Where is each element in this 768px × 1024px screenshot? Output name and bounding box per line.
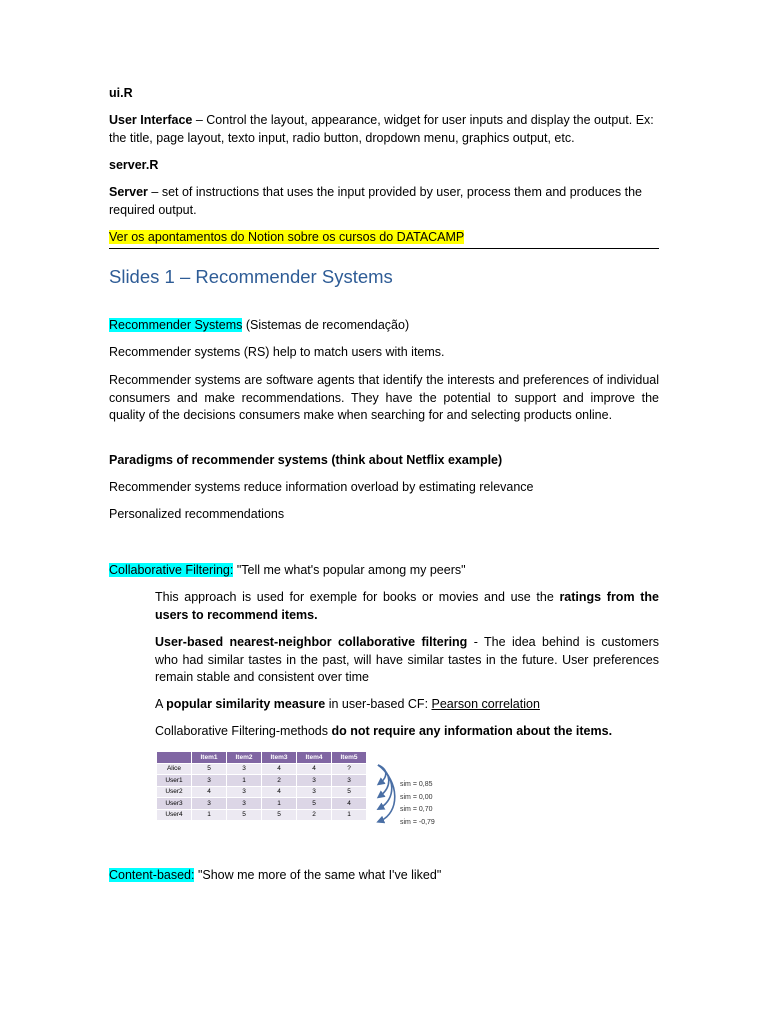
cf-p2-bold: User-based nearest-neighbor collaborative filtering bbox=[155, 635, 468, 649]
ui-term: User Interface bbox=[109, 113, 193, 127]
table-cell: 3 bbox=[297, 775, 332, 787]
notion-note-text: Ver os apontamentos do Notion sobre os cursos do DATACAMP bbox=[109, 230, 465, 244]
section-heading: Slides 1 – Recommender Systems bbox=[109, 266, 393, 287]
cf-p3-bold: popular similarity measure bbox=[166, 697, 326, 711]
table-row bbox=[157, 809, 367, 821]
table-cell: 1 bbox=[227, 775, 262, 787]
table-cell: 3 bbox=[297, 786, 332, 798]
table-cell: 4 bbox=[262, 763, 297, 775]
table-cell: 5 bbox=[192, 763, 227, 775]
cf-paragraph-2 bbox=[155, 634, 659, 687]
sim-label: sim = 0,85 bbox=[400, 781, 433, 788]
cf-quote: "Tell me what's popular among my peers" bbox=[233, 563, 466, 577]
table-row bbox=[157, 786, 367, 798]
table-cell: Alice bbox=[157, 763, 192, 775]
server-term: Server bbox=[109, 185, 148, 199]
table-row bbox=[157, 763, 367, 775]
ratings-table-figure bbox=[156, 751, 446, 831]
sim-label: sim = -0,79 bbox=[400, 818, 435, 826]
ui-description bbox=[109, 112, 659, 147]
cf-p1-text: This approach is used for exemple for books or movies and use the bbox=[155, 590, 560, 604]
table-cell: User4 bbox=[157, 809, 192, 821]
rs-paragraph-3: Recommender systems reduce information overload by estimating relevance bbox=[109, 480, 534, 494]
cf-p3-c: in user-based CF: bbox=[325, 697, 432, 711]
table-cell: User2 bbox=[157, 786, 192, 798]
header-cell: Item2 bbox=[227, 752, 262, 764]
rs-paragraph-1: Recommender systems (RS) help to match users with items. bbox=[109, 345, 445, 359]
table-row bbox=[157, 798, 367, 810]
rs-term-pt: (Sistemas de recomendação) bbox=[242, 318, 410, 332]
cf-p4-text: Collaborative Filtering-methods bbox=[155, 724, 332, 738]
cf-p3-a: A bbox=[155, 697, 167, 711]
ui-r-title: ui.R bbox=[109, 86, 133, 100]
table-cell: 1 bbox=[192, 809, 227, 821]
notion-note bbox=[109, 229, 659, 247]
table-cell: 5 bbox=[297, 798, 332, 810]
cf-heading bbox=[109, 562, 659, 580]
table-cell: 4 bbox=[262, 786, 297, 798]
header-cell: Item5 bbox=[332, 752, 367, 764]
rs-definition bbox=[109, 317, 659, 335]
cf-p4-bold: do not require any information about the items. bbox=[331, 724, 613, 738]
table-cell: 5 bbox=[332, 786, 367, 798]
similarity-arrows bbox=[372, 763, 402, 843]
rs-paragraph-4: Personalized recommendations bbox=[109, 507, 285, 521]
table-cell: 5 bbox=[227, 809, 262, 821]
sim-label: sim = 0,00 bbox=[400, 793, 433, 801]
rs-paragraph-2: Recommender systems are software agents that identify the interests and preferences of individual consumers and make recommendations. They have the potential to support and improve the quality of the decisions consumers make when searching for and selecting products online. bbox=[109, 373, 659, 422]
header-cell: Item1 bbox=[192, 752, 227, 764]
cf-p1-bold: ratings from the users to recommend items. bbox=[155, 590, 659, 622]
cf-term: Collaborative Filtering: bbox=[109, 563, 234, 577]
cb-heading bbox=[109, 867, 659, 885]
paradigms-heading: Paradigms of recommender systems (think about Netflix example) bbox=[109, 453, 503, 467]
cf-p2-text: - The idea behind is customers who had similar tastes in the past, will have similar tastes in the future. User preferences remain stable and consistent over time bbox=[155, 635, 659, 684]
table-cell: 2 bbox=[262, 775, 297, 787]
table-cell: 4 bbox=[332, 798, 367, 810]
ratings-table-header-row bbox=[157, 752, 367, 764]
pearson-correlation-link[interactable]: Pearson correlation bbox=[431, 697, 540, 711]
server-description bbox=[109, 184, 659, 219]
cb-term: Content-based: bbox=[109, 868, 195, 882]
table-cell: 3 bbox=[227, 798, 262, 810]
divider-line bbox=[109, 248, 659, 249]
rs-term: Recommender Systems bbox=[109, 318, 243, 332]
cb-quote: "Show me more of the same what I've liked" bbox=[194, 868, 442, 882]
arrow-user4 bbox=[378, 765, 395, 821]
table-cell: 3 bbox=[227, 763, 262, 775]
table-cell: 4 bbox=[297, 763, 332, 775]
ui-desc-text: – Control the layout, appearance, widget for user inputs and display the output. Ex: the title, page layout, texto input, radio button, dropdown menu, graphics output, etc. bbox=[109, 113, 654, 145]
table-cell: 2 bbox=[297, 809, 332, 821]
table-cell: 1 bbox=[262, 798, 297, 810]
table-cell: User3 bbox=[157, 798, 192, 810]
table-cell: 3 bbox=[192, 775, 227, 787]
server-desc-text: – set of instructions that uses the input provided by user, process them and produces the required output. bbox=[109, 185, 642, 217]
table-cell: 3 bbox=[227, 786, 262, 798]
table-cell: 3 bbox=[332, 775, 367, 787]
table-row bbox=[157, 775, 367, 787]
server-r-title: server.R bbox=[109, 158, 159, 172]
cf-paragraph-1 bbox=[155, 589, 659, 624]
table-cell: 1 bbox=[332, 809, 367, 821]
table-cell: 5 bbox=[262, 809, 297, 821]
cf-paragraph-3 bbox=[155, 696, 659, 714]
unknown-rating-cell: ? bbox=[332, 763, 367, 775]
ratings-table bbox=[156, 751, 367, 821]
table-cell: User1 bbox=[157, 775, 192, 787]
sim-label: sim = 0,70 bbox=[400, 806, 433, 813]
header-cell bbox=[157, 752, 192, 764]
table-cell: 4 bbox=[192, 786, 227, 798]
similarity-labels bbox=[400, 779, 435, 829]
header-cell: Item4 bbox=[297, 752, 332, 764]
cf-paragraph-4 bbox=[155, 723, 659, 741]
header-cell: Item3 bbox=[262, 752, 297, 764]
table-cell: 3 bbox=[192, 798, 227, 810]
